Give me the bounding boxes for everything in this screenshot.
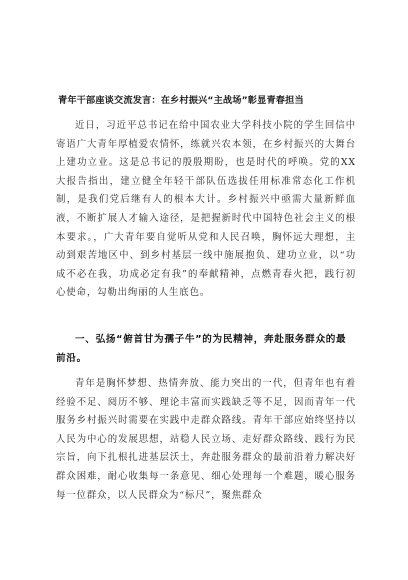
section-heading: 一、弘扬“俯首甘为孺子牛”的为民精神，奔赴服务群众的最前沿。 — [56, 334, 347, 364]
body-paragraph: 近日，习近平总书记在给中国农业大学科技小院的学生回信中寄语广大青年厚植爱农情怀，练就兴农本领，在乡村振兴的大舞台上建功立业。这是总书记的殷殷期盼，也是时代的呼唤。党的XX大报告指出，建立健全年轻干部队伍选拔任用标准常态化工作机制，是我们党后继有人的根本大计。乡村振兴中亟需大量新鲜血液，不断扩展人才输入途径，是把握新时代中国特色社会主义的根本要求。，广大青年要自觉听从党和人民召唤，胸怀远大理想，主动到艰苦地区中、到乡村基层一线中施展抱负、建功立业，以“功成不必在我，功成必定有我”的奉献精神，点燃青春火把，践行初心使命，勾勒出绚丽的人生底色。 — [56, 120, 356, 299]
body-paragraph: 青年是胸怀梦想、热情奔放、能力突出的一代，但青年也有着经验不足、阅历不够、理论丰富而实践缺乏等不足，因而青年一代服务乡村振兴时需要在实践中走群众路线。青年干部应始终坚持以人民为中心的发展思想，站稳人民立场、走好群众路线、践行为民宗旨，向下扎根扎进基层沃土，奔赴服务群众的最前沿着力解决好群众困难，耐心收集每一条意见、细心处理每一个难题，暖心服务每一位群众，以人民群众为“标尺”，聚焦群众 — [56, 378, 356, 501]
document-title: 青年干部座谈交流发言：在乡村振兴“主战场”彰显青春担当 — [58, 95, 304, 106]
